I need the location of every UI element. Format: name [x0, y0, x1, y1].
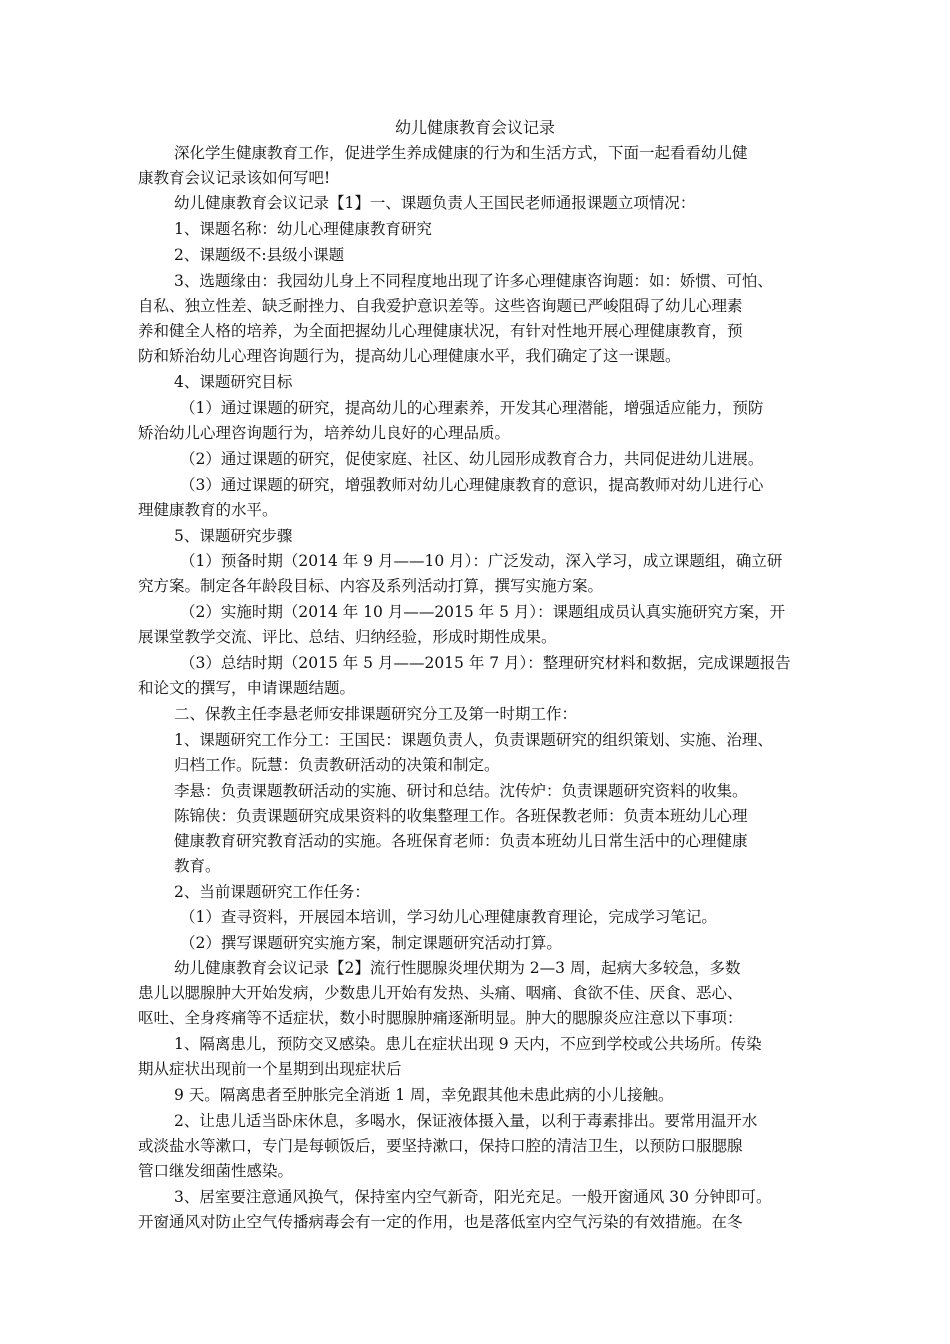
paragraph-line: 管口继发细菌性感染。: [138, 1162, 294, 1180]
paragraph-line: 3、选题缘由：我园幼儿身上不同程度地出现了许多心理健康咨询题：如：娇惯、可怕、: [174, 272, 773, 290]
paragraph-line: 5、课题研究步骤: [174, 527, 293, 545]
paragraph-line: （3）总结时期（2015 年 5 月——2015 年 7 月）：整理研究材料和数据，完成课题报告: [180, 654, 791, 672]
paragraph-line: 4、课题研究目标: [174, 373, 293, 391]
paragraph-line: 或淡盐水等漱口，专门是每顿饭后，要坚持漱口，保持口腔的清洁卫生，以预防口服腮腺: [138, 1137, 743, 1155]
paragraph-line: 2、让患儿适当卧床休息，多喝水，保证液体摄入量，以利于毒素排出。要常用温开水: [174, 1112, 758, 1130]
paragraph-line: （2）撰写课题研究实施方案，制定课题研究活动打算。: [180, 934, 562, 952]
paragraph-line: 1、课题名称：幼儿心理健康教育研究: [174, 220, 432, 238]
paragraph-line: 1、隔离患儿，预防交叉感染。患儿在症状出现 9 天内，不应到学校或公共场所。传染: [174, 1035, 762, 1053]
paragraph-line: 期从症状出现前一个星期到出现症状后: [138, 1060, 402, 1078]
paragraph-line: 幼儿健康教育会议记录【2】流行性腮腺炎埋伏期为 2—3 周，起病大多较急，多数: [174, 959, 741, 977]
paragraph-line: 呕吐、全身疼痛等不适症状，数小时腮腺肿痛逐渐明显。肿大的腮腺炎应注意以下事项：: [138, 1009, 743, 1027]
paragraph-line: 养和健全人格的培养，为全面把握幼儿心理健康状况，有针对性地开展心理健康教育，预: [138, 322, 743, 340]
paragraph-line: 患儿以腮腺肿大开始发病，少数患儿开始有发热、头痛、咽痛、食欲不佳、厌食、恶心、: [138, 984, 743, 1002]
paragraph-line: 3、居室要注意通风换气，保持室内空气新奇，阳光充足。一般开窗通风 30 分钟即可。: [174, 1188, 772, 1206]
paragraph-line: 理健康教育的水平。: [138, 501, 278, 519]
paragraph-line: （3）通过课题的研究，增强教师对幼儿心理健康教育的意识，提高教师对幼儿进行心: [180, 476, 764, 494]
document-title: 幼儿健康教育会议记录: [394, 118, 555, 137]
paragraph-line: 1、课题研究工作分工：王国民：课题负责人，负责课题研究的组织策划、实施、治理、: [174, 731, 773, 749]
paragraph-line: 自私、独立性差、缺乏耐挫力、自我爱护意识差等。这些咨询题已严峻阻碍了幼儿心理素: [138, 297, 743, 315]
paragraph-line: 2、课题级不:县级小课题: [174, 246, 345, 264]
paragraph-line: 矫治幼儿心理咨询题行为，培养幼儿良好的心理品质。: [138, 424, 511, 442]
paragraph-line: 究方案。制定各年龄段目标、内容及系列活动打算，撰写实施方案。: [138, 577, 604, 595]
paragraph-line: 康教育会议记录该如何写吧!: [138, 169, 331, 187]
paragraph-line: 归档工作。阮慧：负责教研活动的决策和制定。: [174, 756, 500, 774]
paragraph-line: 9 天。隔离患者至肿胀完全消逝 1 周，幸免跟其他未患此病的小儿接触。: [174, 1086, 674, 1104]
paragraph-line: 健康教育研究教育活动的实施。各班保育老师：负责本班幼儿日常生活中的心理健康: [174, 832, 748, 850]
paragraph-line: 二、保教主任李悬老师安排课题研究分工及第一时期工作：: [174, 705, 578, 723]
paragraph-line: 陈锦侠：负责课题研究成果资料的收集整理工作。各班保教老师：负责本班幼儿心理: [174, 807, 748, 825]
paragraph-line: 展课堂教学交流、评比、总结、归纳经验，形成时期性成果。: [138, 628, 557, 646]
paragraph-line: 幼儿健康教育会议记录【1】一、课题负责人王国民老师通报课题立项情况：: [174, 194, 696, 212]
paragraph-line: 2、当前课题研究工作任务：: [174, 883, 370, 901]
paragraph-line: 教育。: [174, 857, 221, 875]
paragraph-line: 防和矫治幼儿心理咨询题行为，提高幼儿心理健康水平，我们确定了这一课题。: [138, 347, 681, 365]
paragraph-line: （1）查寻资料，开展园本培训，学习幼儿心理健康教育理论，完成学习笔记。: [180, 908, 717, 926]
paragraph-line: （1）通过课题的研究，提高幼儿的心理素养，开发其心理潜能，增强适应能力，预防: [180, 399, 764, 417]
paragraph-line: （2）实施时期（2014 年 10 月——2015 年 5 月）：课题组成员认真实施研究方案，开: [180, 603, 786, 621]
paragraph-line: （1）预备时期（2014 年 9 月——10 月）：广泛发动，深入学习，成立课题组，确立研: [180, 552, 783, 570]
paragraph-line: 开窗通风对防止空气传播病毒会有一定的作用，也是落低室内空气污染的有效措施。在冬: [138, 1213, 743, 1231]
paragraph-line: （2）通过课题的研究，促使家庭、社区、幼儿园形成教育合力，共同促进幼儿进展。: [180, 450, 764, 468]
paragraph-line: 李悬：负责课题教研活动的实施、研讨和总结。沈传炉：负责课题研究资料的收集。: [174, 782, 748, 800]
paragraph-line: 和论文的撰写，申请课题结题。: [138, 679, 356, 697]
paragraph-line: 深化学生健康教育工作，促进学生养成健康的行为和生活方式，下面一起看看幼儿健: [174, 144, 748, 162]
